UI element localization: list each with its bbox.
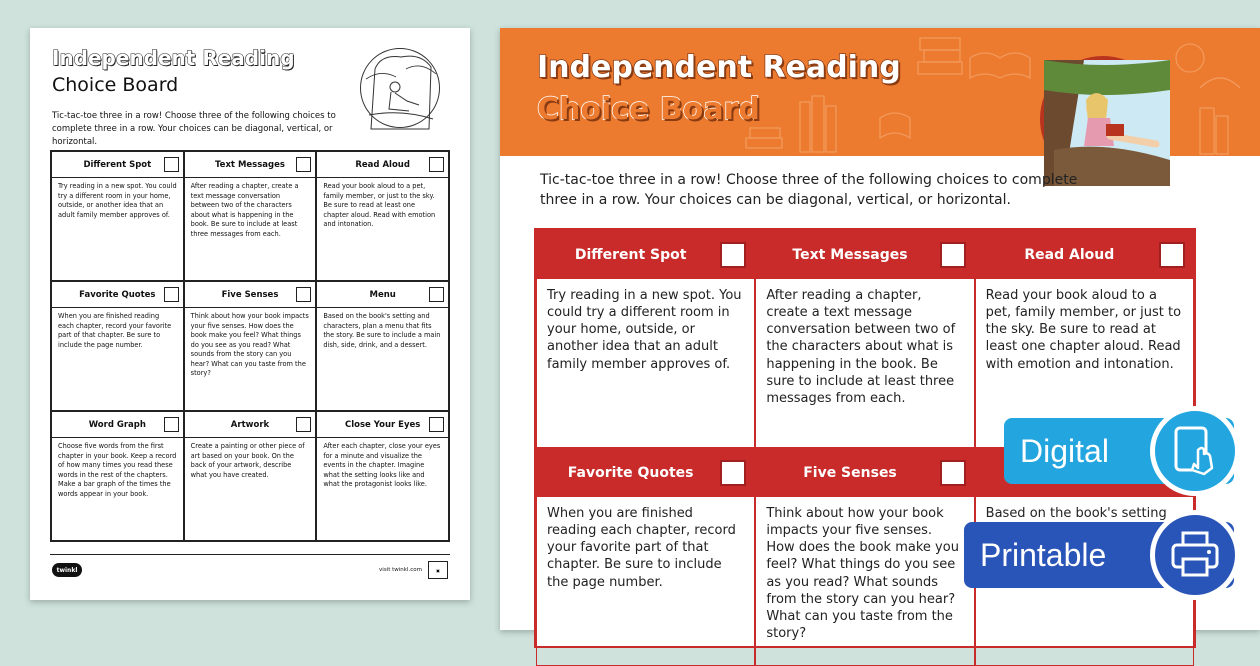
sheet-title-line2: Choice Board <box>537 92 760 127</box>
choice-checkbox[interactable] <box>429 157 444 172</box>
choice-description: When you are finished reading each chapter, record your favorite part of that chapter. Be sure to include the page number. <box>547 506 736 590</box>
choice-title: Read Aloud <box>1024 247 1115 263</box>
choice-cell <box>184 411 317 541</box>
choice-checkbox[interactable] <box>720 242 746 268</box>
sheet-title-line1: Independent Reading <box>537 50 901 85</box>
choice-title: Five Senses <box>803 465 897 481</box>
printable-badge-label: Printable <box>980 536 1107 573</box>
choice-description: Think about how your book impacts your five senses. How does the book make you feel? What things do you see as you read? What sounds from the story can you hear? What can you taste from the story? <box>190 312 309 378</box>
footer-badge-icon: ▣ <box>428 561 448 579</box>
choice-title: Word Graph <box>88 419 146 430</box>
choice-title: Five Senses <box>221 289 279 300</box>
sheet-title-line1: Independent Reading <box>52 46 295 70</box>
choice-checkbox[interactable] <box>429 417 444 432</box>
choice-title: Favorite Quotes <box>567 465 694 481</box>
choice-title: Close Your Eyes <box>344 419 421 430</box>
choice-title: Artwork <box>230 419 270 430</box>
choice-description: After reading a chapter, create a text message conversation between two of the characters about what is happening in the book. Be sure to include at least three messages from each. <box>766 288 956 406</box>
choice-title: Text Messages <box>215 159 285 170</box>
choice-checkbox[interactable] <box>429 287 444 302</box>
digital-badge <box>1004 418 1234 484</box>
choice-cell <box>316 151 449 281</box>
choice-description: Read your book aloud to a pet, family member, or just to the sky. Be sure to read at least one chapter aloud. Read with emotion and intonation. <box>985 288 1182 372</box>
choice-checkbox[interactable] <box>720 460 746 486</box>
printable-sheet-preview <box>30 28 470 600</box>
choice-cell <box>755 448 974 666</box>
tablet-touch-icon <box>1150 406 1240 496</box>
choice-checkbox[interactable] <box>296 287 311 302</box>
choice-cell <box>536 230 755 448</box>
choice-checkbox[interactable] <box>164 417 179 432</box>
choice-checkbox[interactable] <box>296 417 311 432</box>
sheet-instructions: Tic-tac-toe three in a row! Choose three of the following choices to complete three in a row. Your choices can be diagonal, vertical, or horizontal. <box>540 172 1078 209</box>
choice-description: Choose five words from the first chapter in your book. Keep a record of how many times you read these words in the rest of the chapters. Make a bar graph of the times the words appear in your book. <box>58 442 177 498</box>
reading-girl-illustration <box>1040 56 1166 182</box>
choice-description: Based on the book's setting and characters, plan a menu that fits the story. Be sure to include a main dish, side, drink, and a dessert. <box>323 312 441 349</box>
choice-cell <box>51 281 184 411</box>
sheet-title-line2: Choice Board <box>52 74 179 96</box>
choice-cell <box>184 281 317 411</box>
choice-cell <box>316 281 449 411</box>
sheet-footer <box>50 554 450 582</box>
printable-badge <box>964 522 1234 588</box>
choice-cell <box>184 151 317 281</box>
choice-description: Think about how your book impacts your five senses. How does the book make you feel? What things do you see as you read? What sounds from the story can you hear? What can you taste from the story? <box>766 506 959 642</box>
choice-title: Menu <box>369 289 396 300</box>
choice-checkbox[interactable] <box>940 242 966 268</box>
choice-board-grid <box>50 150 450 542</box>
choice-checkbox[interactable] <box>1159 242 1185 268</box>
choice-checkbox[interactable] <box>940 460 966 486</box>
choice-description: Try reading in a new spot. You could try a different room in your home, outside, or another idea that an adult family member approves of. <box>547 288 742 372</box>
choice-description: Create a painting or other piece of art based on your book. On the back of your artwork, describe what you have created. <box>190 442 305 479</box>
choice-description: Read your book aloud to a pet, family member, or just to the sky. Be sure to read at least one chapter aloud. Read with emotion and intonation. <box>323 182 436 229</box>
choice-cell <box>51 411 184 541</box>
choice-cell <box>51 151 184 281</box>
sheet-instructions: Tic-tac-toe three in a row! Choose three of the following choices to complete three in a row. Your choices can be diagonal, vertical, or horizontal. <box>52 111 336 147</box>
choice-title: Different Spot <box>83 159 152 170</box>
choice-description: After each chapter, close your eyes for a minute and visualize the events in the chapter. Imagine what the setting looks like and what the protagonist looks like. <box>323 442 441 489</box>
choice-title: Different Spot <box>574 247 687 263</box>
choice-checkbox[interactable] <box>164 287 179 302</box>
choice-cell <box>316 411 449 541</box>
choice-description: After reading a chapter, create a text message conversation between two of the characters about what is happening in the book. Be sure to include at least three messages from each. <box>190 182 299 238</box>
choice-description: Try reading in a new spot. You could try a different room in your home, outside, or another idea that an adult family member approves of. <box>58 182 177 219</box>
choice-title: Read Aloud <box>355 159 410 170</box>
reading-girl-illustration <box>360 48 440 128</box>
twinkl-logo: twinkl <box>52 563 82 577</box>
footer-site-text: visit twinkl.com <box>379 567 422 573</box>
printer-icon <box>1150 510 1240 600</box>
choice-checkbox[interactable] <box>164 157 179 172</box>
choice-description: Based on the book's setting <box>985 506 1167 521</box>
choice-cell <box>755 230 974 448</box>
digital-badge-label: Digital <box>1020 432 1109 469</box>
choice-title: Favorite Quotes <box>79 289 156 300</box>
choice-title: Text Messages <box>792 247 908 263</box>
choice-cell <box>975 230 1194 448</box>
choice-cell <box>536 448 755 666</box>
choice-checkbox[interactable] <box>296 157 311 172</box>
choice-description: When you are finished reading each chapter, record your favorite part of that chapter. Be sure to include the page number. <box>58 312 172 349</box>
